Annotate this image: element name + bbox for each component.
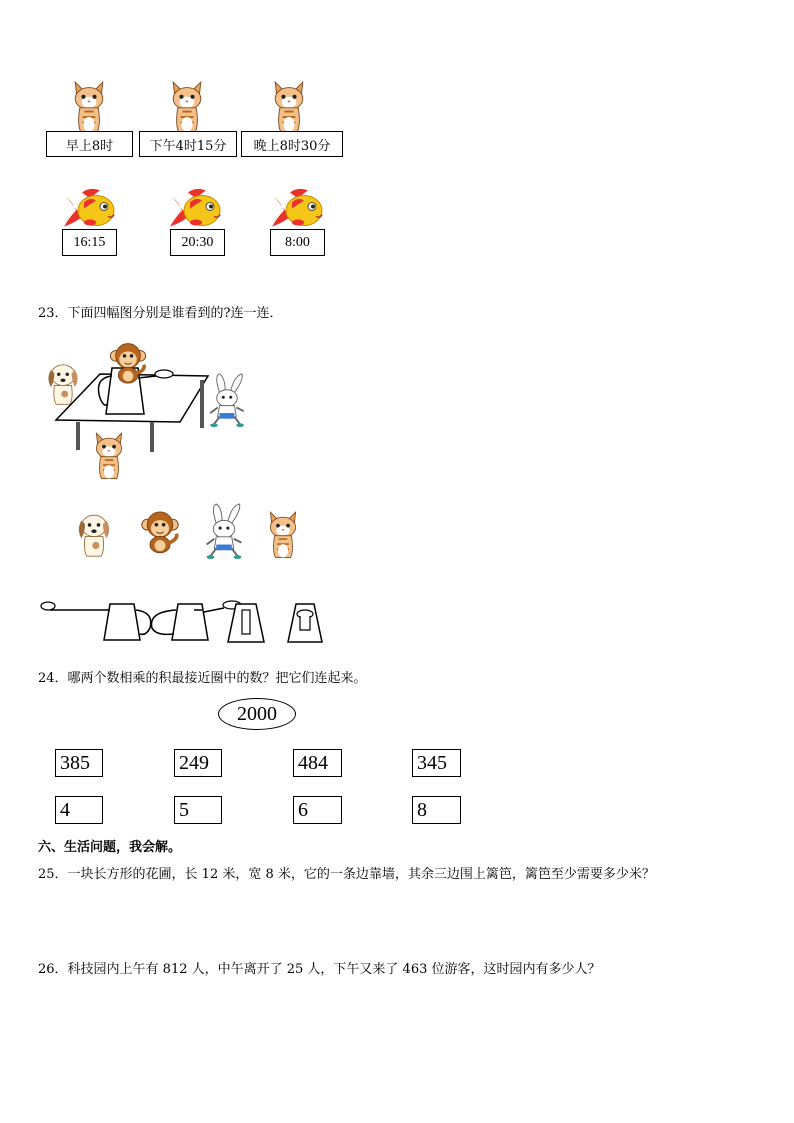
question-24: 24．哪两个数相乘的积最接近圈中的数？把它们连起来。 bbox=[38, 671, 367, 686]
monkey-icon bbox=[140, 508, 180, 554]
factor-box-bottom[interactable]: 6 bbox=[293, 796, 342, 824]
dog-icon bbox=[44, 358, 82, 406]
cat-icon bbox=[266, 78, 312, 134]
factor-box-top[interactable]: 345 bbox=[412, 749, 461, 777]
section-6-heading: 六、生活问题，我会解。 bbox=[38, 840, 182, 855]
digital-time-box: 8:00 bbox=[270, 229, 325, 256]
time-label-box: 晚上8时30分 bbox=[241, 131, 343, 157]
question-23: 23．下面四幅图分别是谁看到的?连一连． bbox=[38, 306, 283, 321]
cat-icon bbox=[88, 428, 130, 482]
factor-box-top[interactable]: 385 bbox=[55, 749, 103, 777]
monkey-icon bbox=[108, 340, 148, 384]
time-label-box: 早上8时 bbox=[46, 131, 133, 157]
rabbit-icon bbox=[206, 372, 248, 428]
factor-box-top[interactable]: 484 bbox=[293, 749, 342, 777]
digital-time-box: 20:30 bbox=[170, 229, 225, 256]
view-kettle-left bbox=[38, 596, 348, 646]
question-26: 26．科技园内上午有 812 人，中午离开了 25 人，下午又来了 463 位游客，这时园内有多少人？ bbox=[38, 962, 601, 977]
factor-box-bottom[interactable]: 5 bbox=[174, 796, 222, 824]
rabbit-icon bbox=[202, 502, 246, 560]
factor-box-top[interactable]: 249 bbox=[174, 749, 222, 777]
fish-icon bbox=[268, 186, 328, 232]
digital-time-box: 16:15 bbox=[62, 229, 117, 256]
fish-icon bbox=[60, 186, 120, 232]
time-label-box: 下午4时15分 bbox=[139, 131, 237, 157]
cat-icon bbox=[164, 78, 210, 134]
fish-icon bbox=[166, 186, 226, 232]
question-25: 25．一块长方形的花圃，长 12 米，宽 8 米，它的一条边靠墙，其余三边围上篱笆，篱笆至少需要多少米？ bbox=[38, 867, 655, 882]
factor-box-bottom[interactable]: 4 bbox=[55, 796, 103, 824]
dog-icon bbox=[74, 508, 114, 558]
cat-icon bbox=[262, 506, 304, 562]
factor-box-bottom[interactable]: 8 bbox=[412, 796, 461, 824]
target-number-oval: 2000 bbox=[218, 698, 296, 730]
cat-icon bbox=[66, 78, 112, 134]
